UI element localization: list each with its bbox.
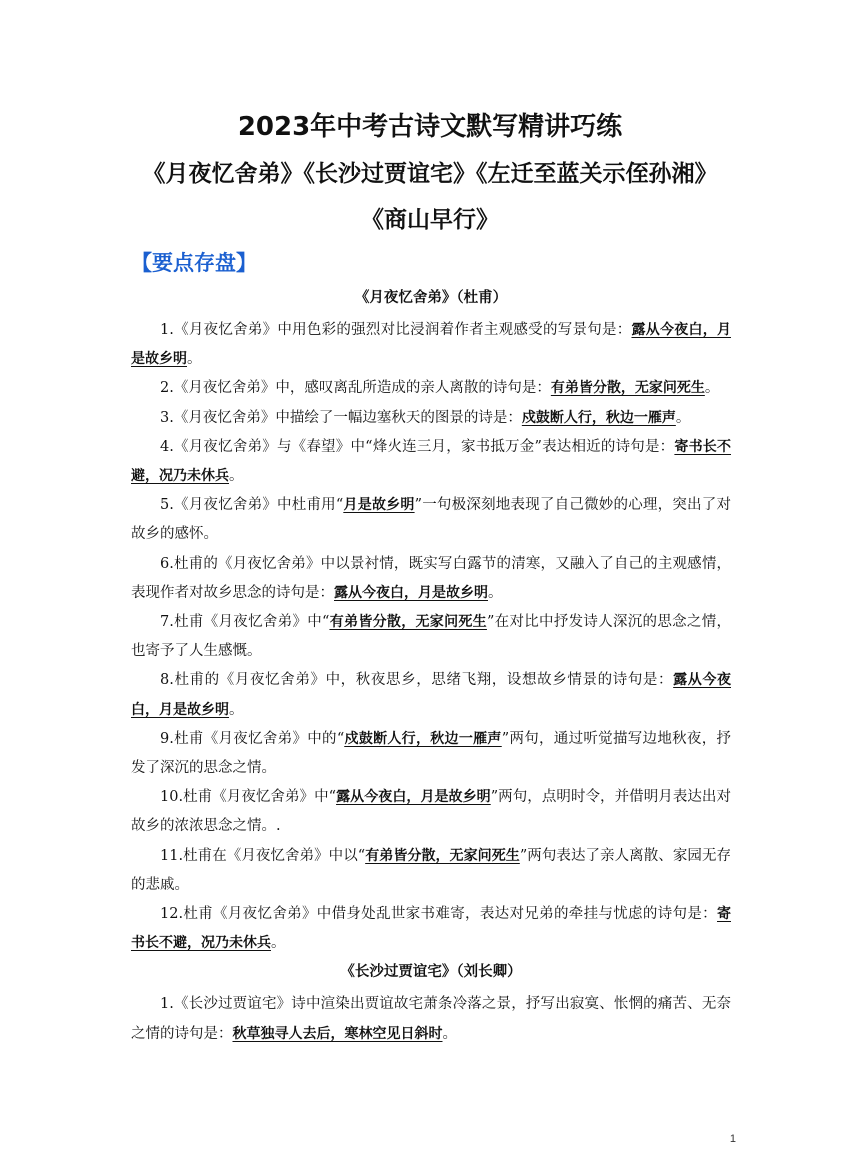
question-text: 2.《月夜忆舍弟》中，感叹离乱所造成的亲人离散的诗句是： xyxy=(160,380,551,397)
question-text: 11.杜甫在《月夜忆舍弟》中以“ xyxy=(160,847,366,864)
question-text-tail: 。 xyxy=(704,380,720,397)
question-text-tail: 。 xyxy=(488,584,503,601)
question-item xyxy=(131,666,731,724)
question-text-tail: 。 xyxy=(229,468,244,485)
answer-text: 有弟皆分散，无家问死生 xyxy=(329,614,487,631)
answer-text: 月是故乡明 xyxy=(343,497,415,514)
question-text: 10.杜甫《月夜忆舍弟》中“ xyxy=(160,789,337,806)
document-subtitle-2: 《商山早行》 xyxy=(361,207,499,233)
answer-text: 戍鼓断人行，秋边一雁声 xyxy=(344,730,502,747)
question-text: 6.杜甫的《月夜忆舍弟》中以景衬情，既实写白露节的清寒，又融入了自己的主观感情，表现作者对故乡思念的诗句是： xyxy=(131,555,731,601)
question-item xyxy=(131,404,731,433)
question-item xyxy=(131,550,731,608)
document-subtitle: 《月夜忆舍弟》《长沙过贾谊宅》《左迁至蓝关示侄孙湘》 xyxy=(142,161,718,187)
question-item xyxy=(131,316,731,374)
question-text: 5.《月夜忆舍弟》中杜甫用“ xyxy=(160,497,344,514)
question-text: 12.杜甫《月夜忆舍弟》中借身处乱世家书难寄，表达对兄弟的牵挂与忧虑的诗句是： xyxy=(160,906,717,923)
answer-text: 有弟皆分散，无家问死生 xyxy=(550,380,705,397)
answer-text: 露从今夜白，月是故乡明 xyxy=(334,584,488,601)
question-text-tail: 。 xyxy=(442,1025,457,1042)
question-item xyxy=(131,783,731,841)
question-item xyxy=(131,491,731,549)
question-text: 9.杜甫《月夜忆舍弟》中的“ xyxy=(160,730,345,747)
question-text-tail: ”一句极深刻地表现了自己微妙的心理，突出了对故乡的感怀。 xyxy=(131,497,731,543)
answer-text: 露从今夜白，月是故乡明 xyxy=(131,322,731,368)
question-item xyxy=(131,900,731,958)
answer-text: 露从今夜白，月是故乡明 xyxy=(336,789,491,806)
answer-text: 秋草独寻人去后，寒林空见日斜时 xyxy=(232,1025,443,1042)
page-number: 1 xyxy=(729,1133,736,1145)
content-body xyxy=(131,284,731,1049)
question-text-tail: ”两句，通过听觉描写边地秋夜，抒发了深沉的思念之情。 xyxy=(131,730,732,777)
question-text-tail: ”在对比中抒发诗人深沉的思念之情，也寄予了人生感慨。 xyxy=(131,614,732,660)
question-text: 8.杜甫的《月夜忆舍弟》中，秋夜思乡，思绪飞翔，设想故乡情景的诗句是： xyxy=(160,672,674,689)
question-item xyxy=(131,608,731,666)
question-item xyxy=(131,433,731,491)
question-text-tail: ”两句表达了亲人离散、家园无存的悲戚。 xyxy=(131,847,731,893)
question-text: 1.《长沙过贾谊宅》诗中渲染出贾谊故宅萧条冷落之景，抒写出寂寞、怅惘的痛苦、无奈之情的诗句是： xyxy=(131,996,731,1042)
answer-text: 戍鼓断人行，秋边一雁声 xyxy=(521,409,676,426)
question-text: 7.杜甫《月夜忆舍弟》中“ xyxy=(160,614,330,631)
answer-text: 有弟皆分散，无家问死生 xyxy=(365,847,520,864)
question-text-tail: 。 xyxy=(229,701,244,718)
question-item xyxy=(131,374,731,403)
question-text-tail: 。 xyxy=(187,351,202,368)
question-text: 1.《月夜忆舍弟》中用色彩的强烈对比浸润着作者主观感受的写景句是： xyxy=(160,322,632,338)
question-list xyxy=(131,990,731,1048)
answer-text: 寄书长不避，况乃未休兵 xyxy=(131,906,731,952)
answer-text: 寄书长不避，况乃未休兵 xyxy=(131,438,731,485)
question-text: 4.《月夜忆舍弟》与《春望》中“烽火连三月，家书抵万金”表达相近的诗句是： xyxy=(160,438,675,455)
question-item xyxy=(131,990,731,1048)
section-heading: 【要点存盘】 xyxy=(131,251,257,275)
question-text: 3.《月夜忆舍弟》中描绘了一幅边塞秋天的图景的诗是： xyxy=(160,409,522,426)
answer-text: 露从今夜白，月是故乡明 xyxy=(131,672,731,718)
question-item xyxy=(131,842,731,900)
poem-heading: 《月夜忆舍弟》（杜甫） xyxy=(354,290,508,306)
question-text-tail: 。 xyxy=(271,935,286,952)
document-title: 2023年中考古诗文默写精讲巧练 xyxy=(237,112,623,142)
question-list xyxy=(131,316,731,958)
question-item xyxy=(131,725,731,783)
question-text-tail: 。 xyxy=(675,409,691,426)
poem-heading: 《长沙过贾谊宅》（刘长卿） xyxy=(340,964,522,981)
question-text-tail: ”两句，点明时令，并借明月表达出对故乡的浓浓思念之情。. xyxy=(131,789,731,835)
